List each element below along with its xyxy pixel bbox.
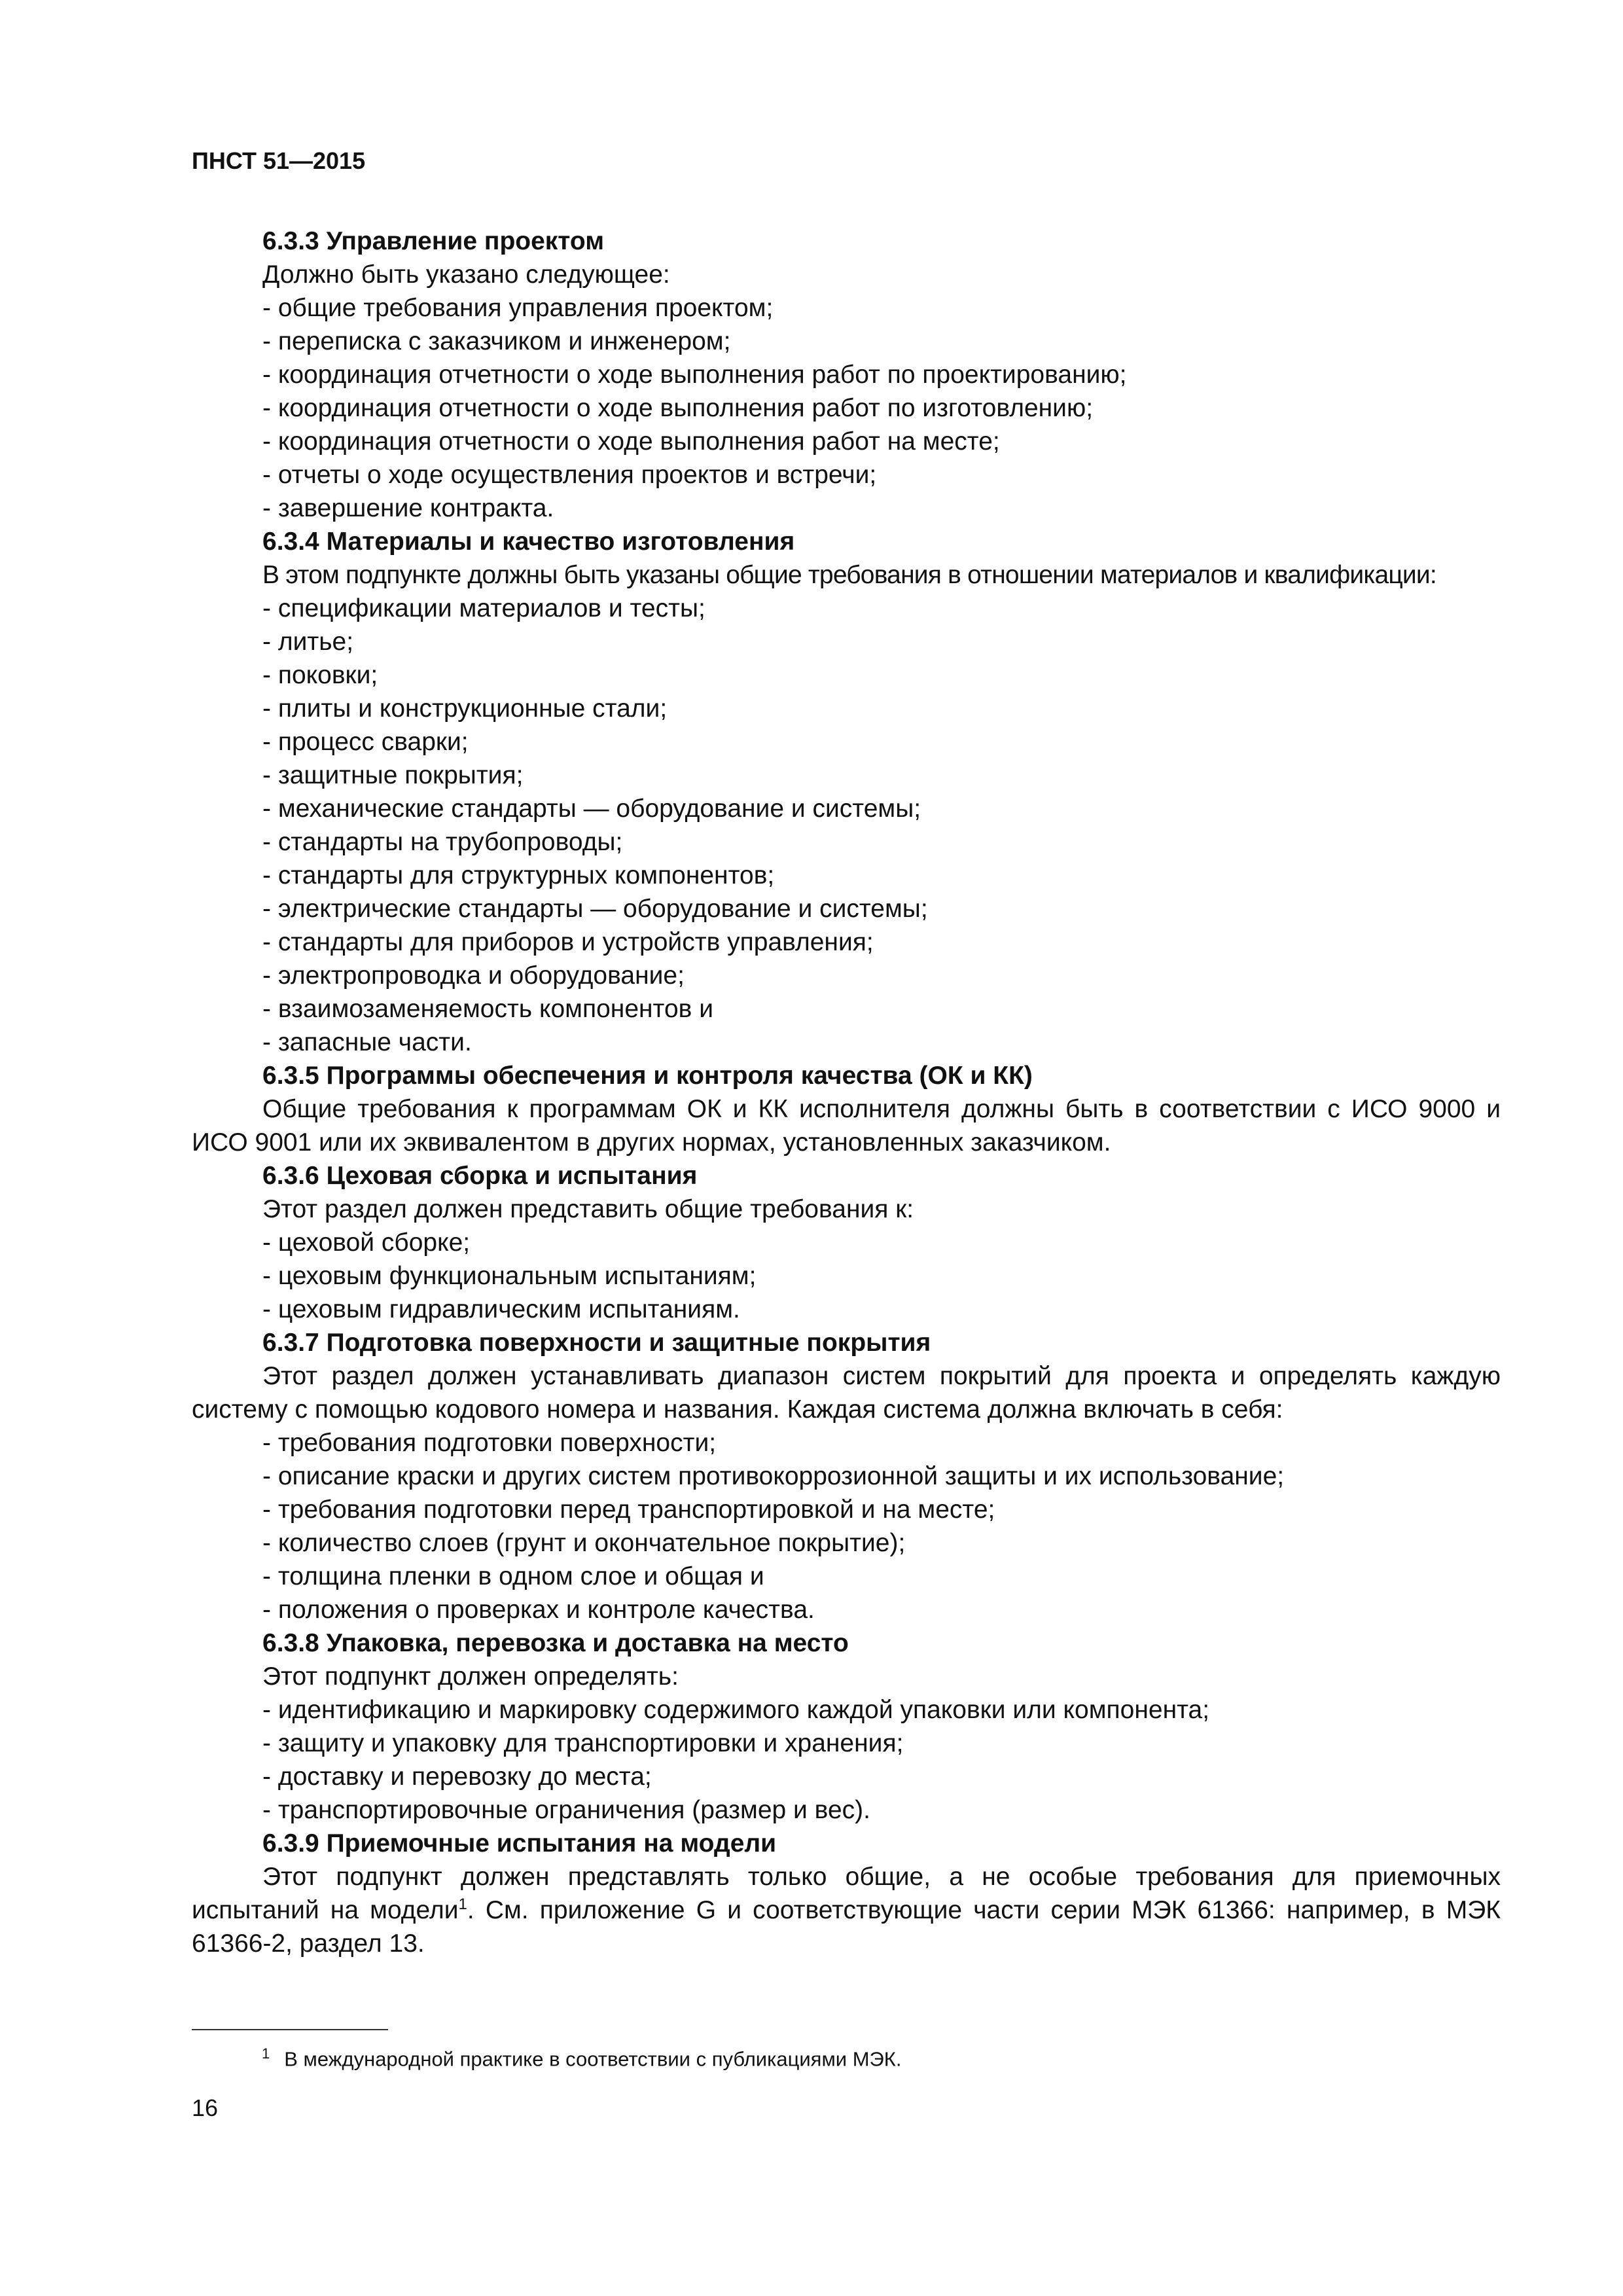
list-item: - электрические стандарты — оборудование и системы; (262, 895, 928, 923)
section-intro: Этот раздел должен представить общие требования к: (262, 1195, 914, 1223)
list-item: - цеховым функциональным испытаниям; (262, 1262, 757, 1290)
footnote-number: 1 (262, 2045, 270, 2062)
list-item: - координация отчетности о ходе выполнения работ по проектированию; (262, 361, 1127, 389)
list-item: - процесс сварки; (262, 728, 469, 756)
list-item: - транспортировочные ограничения (размер и вес). (262, 1796, 870, 1824)
list-item: - защитные покрытия; (262, 761, 524, 789)
section-title: 6.3.9 Приемочные испытания на модели (262, 1829, 777, 1857)
list-item: - количество слоев (грунт и окончательное покрытие); (262, 1529, 906, 1557)
list-item: - спецификации материалов и тесты; (262, 594, 705, 622)
list-item: - описание краски и других систем противокоррозионной защиты и их использование; (262, 1462, 1285, 1490)
footnote-separator (192, 2029, 388, 2030)
footnote (262, 2041, 901, 2072)
list-item: - отчеты о ходе осуществления проектов и встречи; (262, 461, 877, 489)
list-item: - доставку и перевозку до места; (262, 1763, 652, 1791)
list-item: - стандарты на трубопроводы; (262, 828, 623, 856)
paragraph-text: . См. приложение G и соответствующие части серии МЭК 61366: например, в МЭК 61366-2, раздел 13. (192, 1896, 1501, 1958)
section-title: 6.3.5 Программы обеспечения и контроля качества (ОК и КК) (262, 1062, 1033, 1090)
footnote-reference[interactable]: 1 (458, 1895, 467, 1913)
list-item: - требования подготовки перед транспортировкой и на месте; (262, 1496, 995, 1524)
list-item: - цеховым гидравлическим испытаниям. (262, 1295, 740, 1323)
list-item: - защиту и упаковку для транспортировки и хранения; (262, 1729, 904, 1757)
paragraph: Этот раздел должен устанавливать диапазон систем покрытий для проекта и определять каждую систему с помощью кодового номера и названия. Каждая система должна включать в себя: (192, 1362, 1501, 1424)
section-title: 6.3.6 Цеховая сборка и испытания (262, 1162, 698, 1190)
list-item: - электропроводка и оборудование; (262, 961, 685, 990)
list-item: - стандарты для приборов и устройств управления; (262, 928, 874, 956)
list-item: - литье; (262, 628, 354, 656)
section-intro: В этом подпункте должны быть указаны общие требования в отношении материалов и квалификации: (262, 561, 1436, 589)
section-intro: Должно быть указано следующее: (262, 260, 670, 289)
list-item: - плиты и конструкционные стали; (262, 694, 668, 723)
list-item: - поковки; (262, 661, 378, 689)
list-item: - координация отчетности о ходе выполнения работ по изготовлению; (262, 394, 1094, 422)
page-content (192, 224, 1501, 1960)
list-item: - завершение контракта. (262, 494, 554, 522)
list-item: - запасные части. (262, 1028, 472, 1056)
list-item: - общие требования управления проектом; (262, 294, 774, 322)
list-item: - положения о проверках и контроле качества. (262, 1596, 815, 1624)
list-item: - переписка с заказчиком и инженером; (262, 327, 731, 355)
document-header: ПНСТ 51—2015 (192, 147, 366, 174)
list-item: - взаимозаменяемость компонентов и (262, 995, 713, 1023)
page-number: 16 (192, 2094, 219, 2121)
list-item: - требования подготовки поверхности; (262, 1429, 717, 1457)
paragraph-text: Этот подпункт должен представлять только общие, а не особые требования для приемочных испытаний на модели (192, 1863, 1501, 1924)
list-item: - механические стандарты — оборудование и системы; (262, 795, 921, 823)
section-intro: Этот подпункт должен определять: (262, 1662, 679, 1691)
section-title: 6.3.3 Управление проектом (262, 227, 605, 255)
section-title: 6.3.4 Материалы и качество изготовления (262, 528, 795, 556)
list-item: - цеховой сборке; (262, 1229, 471, 1257)
list-item: - стандарты для структурных компонентов; (262, 861, 775, 889)
paragraph: Общие требования к программам ОК и КК исполнителя должны быть в соответствии с ИСО 9000 и ИСО 9001 или их эквивалентом в других нормах, установленных заказчиком. (192, 1095, 1501, 1157)
footnote-text: В международной практике в соответствии с публикациями МЭК. (284, 2047, 902, 2071)
section-title: 6.3.7 Подготовка поверхности и защитные покрытия (262, 1329, 931, 1357)
section-title: 6.3.8 Упаковка, перевозка и доставка на место (262, 1629, 849, 1657)
list-item: - идентификацию и маркировку содержимого каждой упаковки или компонента; (262, 1696, 1210, 1724)
paragraph (192, 1860, 1501, 1960)
list-item: - толщина пленки в одном слое и общая и (262, 1562, 764, 1590)
list-item: - координация отчетности о ходе выполнения работ на месте; (262, 427, 1000, 456)
